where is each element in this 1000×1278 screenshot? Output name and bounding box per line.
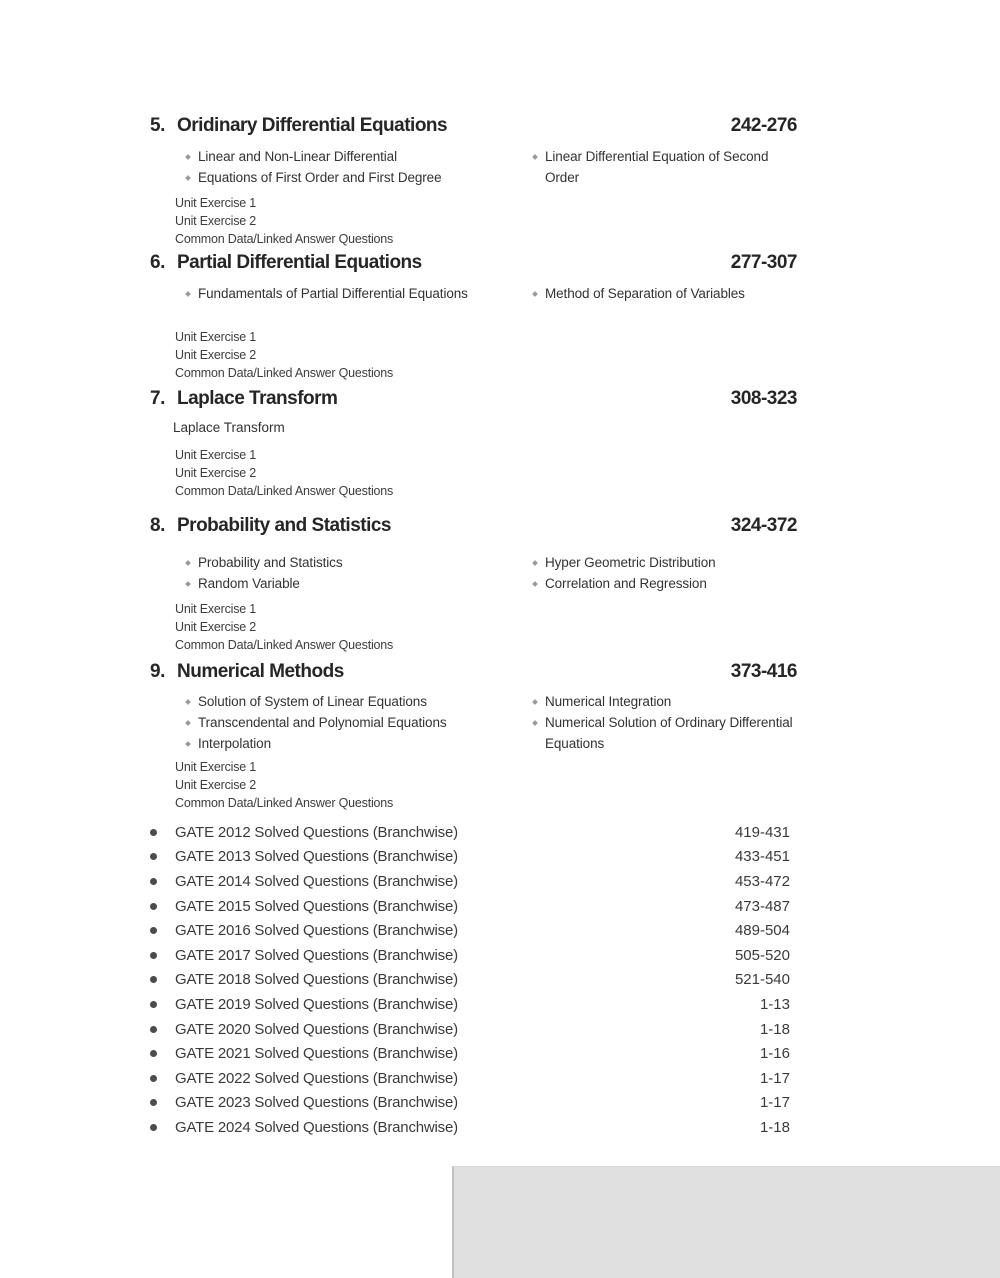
- bullet-icon: [185, 291, 191, 297]
- exercise-item: Unit Exercise 2: [175, 466, 257, 480]
- topic-label: Probability and Statistics: [198, 555, 343, 570]
- gate-item: [145, 1041, 790, 1066]
- gate-item: [145, 968, 790, 993]
- topic-item: [533, 283, 805, 304]
- gate-label: GATE 2022 Solved Questions (Branchwise): [175, 1069, 458, 1087]
- topic-label: Numerical Solution of Ordinary Differential Equations: [545, 715, 793, 751]
- topic-item: [186, 283, 483, 304]
- bullet-icon: [145, 952, 175, 959]
- section-exercises: [175, 194, 797, 248]
- section-heading: [150, 660, 797, 684]
- gate-solved-questions-list: [145, 820, 790, 1140]
- topic-item: [533, 691, 805, 712]
- exercise-item: Common Data/Linked Answer Questions: [175, 638, 394, 652]
- gate-item: [145, 943, 790, 968]
- exercise-item: Unit Exercise 2: [175, 620, 257, 634]
- gate-label: GATE 2012 Solved Questions (Branchwise): [175, 823, 458, 841]
- gate-page-range: 489-504: [734, 922, 790, 940]
- toc-section-9: [150, 660, 797, 812]
- exercise-item: Unit Exercise 1: [175, 448, 257, 462]
- section-title: Oridinary Differential Equations: [177, 115, 448, 136]
- topic-item: [533, 573, 805, 594]
- bullet-icon: [185, 581, 191, 587]
- gate-page-range: 1-17: [759, 1094, 790, 1112]
- section-topics: [150, 691, 797, 754]
- section-number: 6.: [150, 252, 165, 273]
- gate-page-range: 1-13: [759, 995, 790, 1013]
- exercise-item: Common Data/Linked Answer Questions: [175, 796, 394, 810]
- gate-page-range: 433-451: [734, 848, 790, 866]
- gate-page-range: 521-540: [734, 971, 790, 989]
- topic-label: Linear Differential Equation of Second Order: [545, 149, 769, 185]
- section-page-range: 277-307: [730, 252, 797, 273]
- gate-label: GATE 2016 Solved Questions (Branchwise): [175, 922, 458, 940]
- gate-item: [145, 1017, 790, 1042]
- gate-item: [145, 1091, 790, 1116]
- bullet-icon: [145, 878, 175, 885]
- exercise-item: Unit Exercise 1: [175, 602, 257, 616]
- gate-item: [145, 894, 790, 919]
- section-exercises: [175, 758, 797, 812]
- topic-item: [186, 552, 483, 573]
- gate-label: GATE 2023 Solved Questions (Branchwise): [175, 1094, 458, 1112]
- gate-item: [145, 845, 790, 870]
- exercise-item: Common Data/Linked Answer Questions: [175, 484, 394, 498]
- toc-section-8: [150, 514, 797, 654]
- section-topics: [150, 552, 797, 594]
- section-number: 9.: [150, 661, 165, 682]
- topic-label: Laplace Transform: [173, 420, 285, 435]
- gate-label: GATE 2013 Solved Questions (Branchwise): [175, 848, 458, 866]
- section-page-range: 324-372: [730, 515, 797, 536]
- exercise-item: Unit Exercise 2: [175, 778, 257, 792]
- bullet-icon: [185, 154, 191, 160]
- gate-item: [145, 1115, 790, 1140]
- section-number: 8.: [150, 515, 165, 536]
- topic-label: Numerical Integration: [545, 694, 672, 709]
- gate-page-range: 1-17: [759, 1069, 790, 1087]
- section-heading: [150, 514, 797, 538]
- bullet-icon: [145, 1124, 175, 1131]
- gate-label: GATE 2024 Solved Questions (Branchwise): [175, 1118, 458, 1136]
- gate-label: GATE 2019 Solved Questions (Branchwise): [175, 995, 458, 1013]
- bullet-icon: [145, 976, 175, 983]
- topic-label: Interpolation: [198, 736, 272, 751]
- section-number: 7.: [150, 388, 165, 409]
- topic-item: [186, 573, 483, 594]
- topic-item: [186, 691, 483, 712]
- gate-item: [145, 918, 790, 943]
- bullet-icon: [532, 720, 538, 726]
- topic-item: [533, 146, 805, 188]
- gate-item: [145, 992, 790, 1017]
- bullet-icon: [532, 560, 538, 566]
- bullet-icon: [532, 154, 538, 160]
- bullet-icon: [532, 699, 538, 705]
- exercise-item: Unit Exercise 1: [175, 760, 257, 774]
- section-title: Numerical Methods: [177, 661, 344, 682]
- topic-label: Solution of System of Linear Equations: [198, 694, 427, 709]
- gate-page-range: 505-520: [734, 946, 790, 964]
- toc-section-6: [150, 251, 797, 382]
- gate-item: [145, 1066, 790, 1091]
- topic-label: Equations of First Order and First Degree: [198, 170, 442, 185]
- topic-label: Hyper Geometric Distribution: [545, 555, 716, 570]
- gate-label: GATE 2014 Solved Questions (Branchwise): [175, 872, 458, 890]
- topic-item: [186, 733, 483, 754]
- gate-page-range: 1-18: [759, 1118, 790, 1136]
- topic-label: Fundamentals of Partial Differential Equations: [198, 286, 468, 301]
- bullet-icon: [532, 581, 538, 587]
- exercise-item: Unit Exercise 1: [175, 196, 257, 210]
- topic-label: Transcendental and Polynomial Equations: [198, 715, 447, 730]
- exercise-item: Unit Exercise 1: [175, 330, 257, 344]
- gate-page-range: 1-18: [759, 1020, 790, 1038]
- gate-item: [145, 820, 790, 845]
- topic-label: Correlation and Regression: [545, 576, 707, 591]
- topic-label: Linear and Non-Linear Differential: [198, 149, 397, 164]
- bullet-icon: [145, 1075, 175, 1082]
- gate-label: GATE 2018 Solved Questions (Branchwise): [175, 971, 458, 989]
- section-page-range: 373-416: [730, 661, 797, 682]
- section-title: Laplace Transform: [177, 388, 338, 409]
- bullet-icon: [145, 1099, 175, 1106]
- scan-artifact-box: [452, 1166, 1000, 1278]
- section-heading: [150, 114, 797, 138]
- section-topics: [150, 146, 797, 188]
- gate-label: GATE 2021 Solved Questions (Branchwise): [175, 1045, 458, 1063]
- bullet-icon: [145, 1026, 175, 1033]
- topic-label: Method of Separation of Variables: [545, 286, 745, 301]
- gate-label: GATE 2017 Solved Questions (Branchwise): [175, 946, 458, 964]
- gate-label: GATE 2020 Solved Questions (Branchwise): [175, 1020, 458, 1038]
- section-title: Partial Differential Equations: [177, 252, 422, 273]
- section-title: Probability and Statistics: [177, 515, 391, 536]
- exercise-item: Common Data/Linked Answer Questions: [175, 366, 394, 380]
- toc-section-7: [150, 387, 797, 500]
- section-exercises: [175, 446, 797, 500]
- bullet-icon: [185, 175, 191, 181]
- section-heading: [150, 251, 797, 275]
- topic-item: [186, 712, 483, 733]
- section-exercises: [175, 600, 797, 654]
- bullet-icon: [145, 829, 175, 836]
- section-number: 5.: [150, 115, 165, 136]
- gate-page-range: 1-16: [759, 1045, 790, 1063]
- topic-item: [533, 552, 805, 573]
- bullet-icon: [185, 741, 191, 747]
- bullet-icon: [145, 903, 175, 910]
- exercise-item: Unit Exercise 2: [175, 214, 257, 228]
- gate-item: [145, 869, 790, 894]
- exercise-item: Common Data/Linked Answer Questions: [175, 232, 394, 246]
- topic-item: [533, 712, 805, 754]
- section-topics: [150, 283, 797, 304]
- section-exercises: [175, 328, 797, 382]
- exercise-item: Unit Exercise 2: [175, 348, 257, 362]
- bullet-icon: [145, 1001, 175, 1008]
- section-page-range: 242-276: [730, 115, 797, 136]
- bullet-icon: [185, 699, 191, 705]
- gate-page-range: 473-487: [734, 897, 790, 915]
- gate-label: GATE 2015 Solved Questions (Branchwise): [175, 897, 458, 915]
- topic-item: [186, 146, 483, 167]
- bullet-icon: [185, 720, 191, 726]
- bullet-icon: [185, 560, 191, 566]
- gate-page-range: 419-431: [734, 823, 790, 841]
- bullet-icon: [532, 291, 538, 297]
- topic-item: [186, 167, 483, 188]
- toc-section-5: [150, 114, 797, 248]
- bullet-icon: [145, 853, 175, 860]
- section-page-range: 308-323: [730, 388, 797, 409]
- bullet-icon: [145, 927, 175, 934]
- bullet-icon: [145, 1050, 175, 1057]
- topic-label: Random Variable: [198, 576, 300, 591]
- gate-page-range: 453-472: [734, 872, 790, 890]
- section-heading: [150, 387, 797, 411]
